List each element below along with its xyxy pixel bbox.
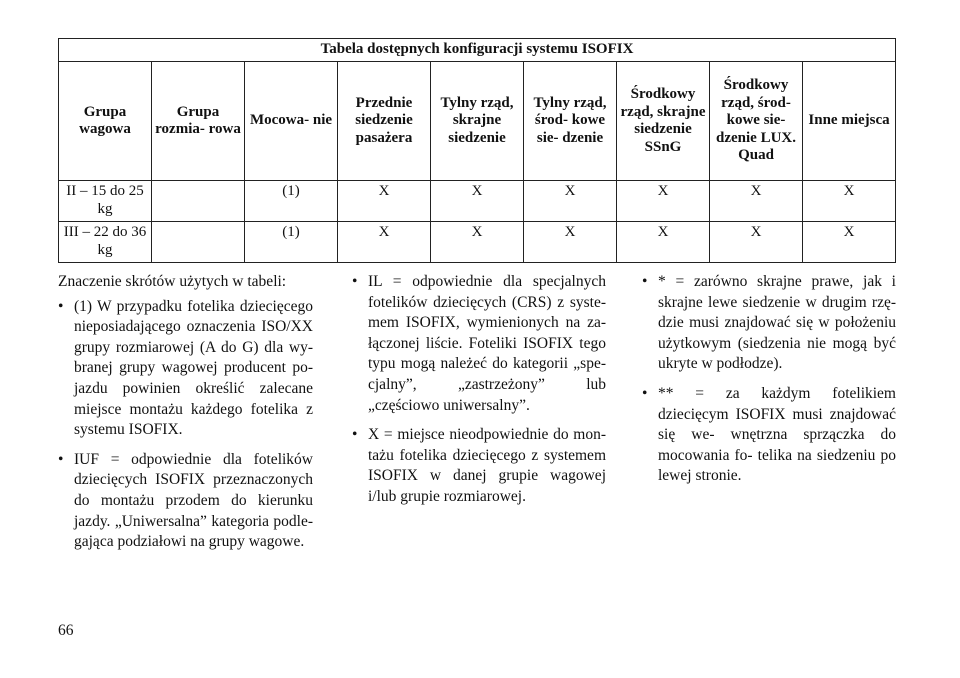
notes-list — [352, 272, 606, 508]
header-cell: Grupa rozmia- rowa — [152, 62, 245, 181]
list-item: • IL = odpowiednie dla specjalnych fotelików dziecięcych (CRS) z syste- mem ISOFIX, wymienionych na za- łączonej liście. Foteliki ISOFIX tego typu mogą należeć do kategorii „spe- cjalny”, „zastrzeżony” lub „częściowo uniwersalny”. — [352, 272, 606, 416]
table-cell: X — [617, 222, 710, 263]
table-cell: III – 22 do 36 kg — [59, 222, 152, 263]
notes-column-2 — [352, 272, 606, 517]
notes-column-1 — [58, 272, 313, 562]
table-cell: (1) — [245, 222, 338, 263]
table-row — [59, 222, 896, 263]
header-cell: Tylny rząd, środ- kowe sie- dzenie — [524, 62, 617, 181]
table-cell: X — [803, 222, 896, 263]
notes-column-3 — [642, 272, 896, 496]
notes-intro: Znaczenie skrótów użytych w tabeli: — [58, 273, 287, 290]
list-item: • (1) W przypadku fotelika dziecięcego nieposiadającego oznaczenia ISO/XX grupy rozmiarowej (A do G) dla wy- branej grupy wagowej producent po- jazdu powinien określić zalecane miejsce montażu każdego fotelika z systemu ISOFIX. — [58, 297, 313, 441]
header-cell: Inne miejsca — [803, 62, 896, 181]
page-number: 66 — [58, 622, 74, 639]
header-cell: Środkowy rząd, skrajne siedzenie SSnG — [617, 62, 710, 181]
isofix-configuration-table — [58, 38, 896, 263]
table-title: Tabela dostępnych konfiguracji systemu ISOFIX — [59, 39, 896, 62]
table-cell: X — [803, 181, 896, 222]
table-cell — [152, 181, 245, 222]
list-item: • ** = za każdym fotelikiem dziecięcym ISOFIX musi znajdować się we- wnętrzna sprzączka do mocowania fo- telika na siedzeniu po lewej stronie. — [642, 384, 896, 487]
table-cell: II – 15 do 25 kg — [59, 181, 152, 222]
table-cell — [152, 222, 245, 263]
notes-list — [58, 297, 313, 553]
header-cell: Mocowa- nie — [245, 62, 338, 181]
table-cell: X — [431, 181, 524, 222]
table-cell: X — [338, 222, 431, 263]
table-cell: X — [524, 181, 617, 222]
table-header-row — [59, 62, 896, 181]
table-cell: X — [617, 181, 710, 222]
header-cell: Środkowy rząd, środ- kowe sie- dzenie LUX. Quad — [710, 62, 803, 181]
table-cell: X — [431, 222, 524, 263]
list-item: • * = zarówno skrajne prawe, jak i skrajne lewe siedzenie w drugim rzę- dzie musi znajdować się w położeniu użytkowym (siedzenia nie mogą być ukryte w podłodze). — [642, 272, 896, 375]
table-cell: (1) — [245, 181, 338, 222]
list-item: • IUF = odpowiednie dla fotelików dziecięcych ISOFIX przeznaczonych do montażu przodem do kierunku jazdy. „Uniwersalna” kategoria podle- gająca podziałowi na grupy wagowe. — [58, 450, 313, 553]
table-row — [59, 181, 896, 222]
table-cell: X — [338, 181, 431, 222]
list-item: • X = miejsce nieodpowiednie do mon- tażu fotelika dziecięcego z systemem ISOFIX w danej grupie wagowej i/lub grupie rozmiarowej. — [352, 425, 606, 507]
table-cell: X — [710, 181, 803, 222]
table-cell: X — [710, 222, 803, 263]
notes-list — [642, 272, 896, 487]
header-cell: Grupa wagowa — [59, 62, 152, 181]
table-cell: X — [524, 222, 617, 263]
header-cell: Tylny rząd, skrajne siedzenie — [431, 62, 524, 181]
header-cell: Przednie siedzenie pasażera — [338, 62, 431, 181]
